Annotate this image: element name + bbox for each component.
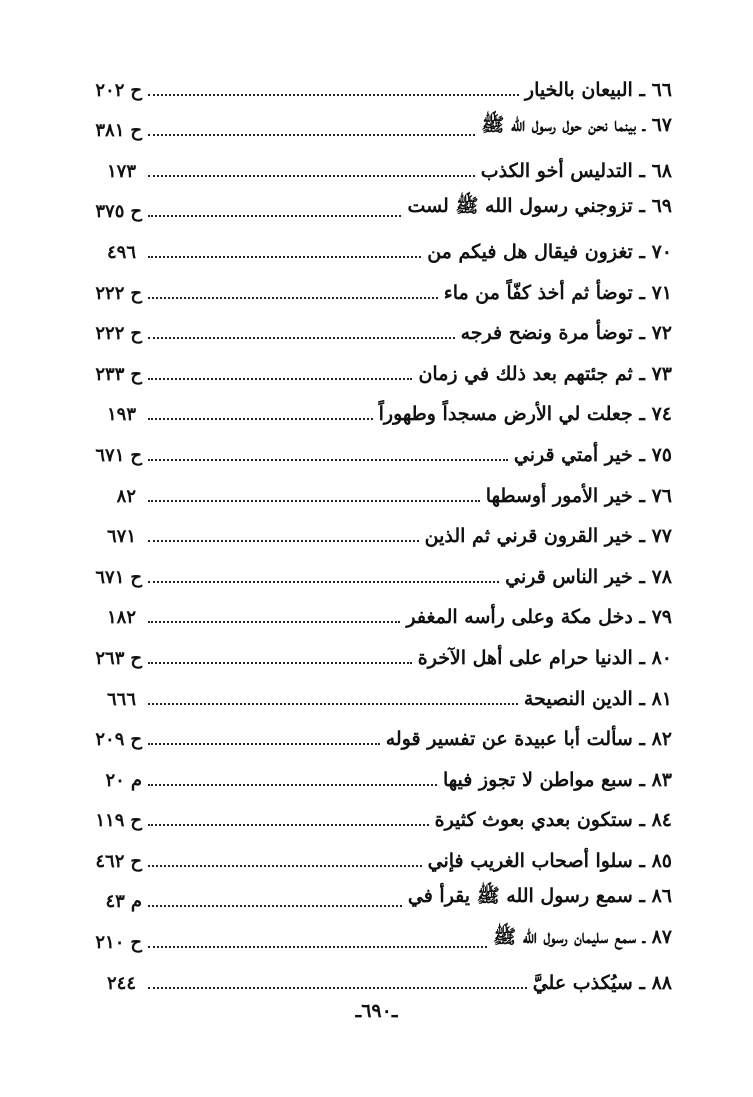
- index-entry: [72, 431, 672, 472]
- dot-leader: [148, 824, 429, 826]
- dot-leader: [148, 459, 508, 461]
- entry-title: ٨٥ ـ سلوا أصحاب الغريب فإني: [427, 849, 672, 872]
- entry-reference: [72, 242, 142, 263]
- dot-leader: [148, 134, 475, 136]
- entry-title: ٧٩ ـ دخل مكة وعلى رأسه المغفر: [406, 606, 672, 629]
- reference-page-number: ٤٣: [105, 891, 125, 913]
- reference-page-number: ٢٠٢: [95, 79, 125, 101]
- entry-reference: [72, 323, 142, 344]
- index-entry: [72, 472, 672, 513]
- entry-title: ٨٧ ـ سمع سليمان رسول الله ﷺ: [493, 926, 672, 949]
- entry-reference: [72, 770, 142, 791]
- dot-leader: [148, 865, 422, 867]
- dot-leader: [148, 946, 487, 948]
- entry-reference: [72, 283, 142, 304]
- index-entry: [72, 391, 672, 432]
- dot-leader: [148, 621, 400, 623]
- dot-leader: [148, 662, 412, 664]
- entry-title: ٦٧ ـ بينما نحن حول رسول الله ﷺ: [481, 114, 672, 137]
- index-entry: [72, 918, 672, 959]
- dot-leader: [148, 378, 412, 380]
- entry-title: ٧٣ ـ ثم جئتهم بعد ذلك في زمان: [418, 362, 672, 385]
- reference-page-number: ٦٧١: [106, 526, 136, 548]
- reference-page-number: ١٩٣: [106, 404, 136, 426]
- dot-leader: [148, 297, 438, 299]
- index-entry: [72, 228, 672, 269]
- dot-leader: [148, 987, 527, 989]
- index-entry: [72, 756, 672, 797]
- index-entry: [72, 147, 672, 188]
- dot-leader: [148, 703, 518, 705]
- reference-prefix: ح: [130, 363, 142, 385]
- dot-leader: [148, 784, 437, 786]
- index-entry: [72, 716, 672, 757]
- entry-reference: [72, 729, 142, 750]
- reference-page-number: ٦٧١: [95, 444, 125, 466]
- entry-reference: [72, 932, 142, 953]
- dot-leader: [148, 337, 455, 339]
- dot-leader: [148, 418, 373, 420]
- index-entry: [72, 553, 672, 594]
- index-entry: [72, 66, 672, 107]
- entry-reference: [72, 445, 142, 466]
- entry-title: ٦٦ ـ البيعان بالخيار: [524, 78, 672, 101]
- dot-leader: [148, 905, 402, 907]
- reference-prefix: ح: [130, 120, 142, 142]
- reference-page-number: ٢١٠: [95, 932, 125, 954]
- entry-title: ٦٨ ـ التدليس أخو الكذب: [480, 159, 672, 182]
- entry-reference: [72, 891, 142, 912]
- entry-title: ٨٣ ـ سبع مواطن لا تجوز فيها: [442, 768, 672, 791]
- index-entry: [72, 837, 672, 878]
- reference-page-number: ١٨٢: [106, 607, 136, 629]
- reference-page-number: ٣٨١: [95, 120, 125, 142]
- entry-title: ٦٩ ـ تزوجني رسول الله ﷺ لست: [407, 195, 672, 218]
- entry-title: ٨٢ ـ سألت أبا عبيدة عن تفسير قوله: [385, 728, 672, 751]
- index-entry: [72, 594, 672, 635]
- reference-page-number: ٢٢٢: [95, 323, 125, 345]
- reference-prefix: ح: [130, 566, 142, 588]
- entry-title: ٧٥ ـ خير أمتي قرني: [513, 443, 672, 466]
- entry-reference: [72, 973, 142, 994]
- reference-page-number: ٤٦٢: [95, 850, 125, 872]
- reference-page-number: ٢٢٢: [95, 282, 125, 304]
- entry-title: ٧١ ـ توضأ ثم أخذ كفّاً من ماء: [443, 281, 672, 304]
- reference-prefix: م: [130, 891, 142, 913]
- reference-prefix: ح: [130, 932, 142, 954]
- index-entry: [72, 797, 672, 838]
- entry-reference: [72, 161, 142, 182]
- index-entry: [72, 107, 672, 148]
- entry-title: ٨٤ ـ ستكون بعدي بعوث كثيرة: [434, 809, 672, 832]
- entry-reference: [72, 404, 142, 425]
- reference-page-number: ٦٧١: [95, 566, 125, 588]
- entry-title: ٧٢ ـ توضأ مرة ونضح فرجه: [460, 322, 672, 345]
- dot-leader: [148, 175, 475, 177]
- reference-prefix: م: [130, 769, 142, 791]
- dot-leader: [148, 94, 519, 96]
- entry-reference: [72, 689, 142, 710]
- dot-leader: [148, 256, 421, 258]
- index-entry: [72, 675, 672, 716]
- dot-leader: [148, 581, 499, 583]
- entry-reference: [72, 364, 142, 385]
- entry-reference: [72, 851, 142, 872]
- entry-title: ٧٤ ـ جعلت لي الأرض مسجداً وطهوراً: [378, 403, 672, 426]
- entry-reference: [72, 80, 142, 101]
- index-entry: [72, 269, 672, 310]
- reference-prefix: ح: [130, 282, 142, 304]
- entry-reference: [72, 486, 142, 507]
- entry-title: ٨٠ ـ الدنيا حرام على أهل الآخرة: [417, 646, 672, 669]
- reference-prefix: ح: [130, 444, 142, 466]
- index-entry: [72, 188, 672, 229]
- reference-page-number: ٢٠٩: [95, 729, 125, 751]
- dot-leader: [148, 540, 419, 542]
- reference-page-number: ٣٧٥: [95, 201, 125, 223]
- reference-prefix: ح: [130, 201, 142, 223]
- entry-reference: [72, 648, 142, 669]
- reference-prefix: ح: [130, 729, 142, 751]
- index-entry: [72, 878, 672, 919]
- entry-title: ٧٦ ـ خير الأمور أوسطها: [485, 484, 672, 507]
- reference-prefix: ح: [130, 79, 142, 101]
- entry-title: ٨٦ ـ سمع رسول الله ﷺ يقرأ في: [407, 885, 672, 908]
- reference-page-number: ٢٠: [105, 769, 125, 791]
- entry-reference: [72, 567, 142, 588]
- reference-page-number: ٨٢: [116, 485, 136, 507]
- entry-reference: [72, 810, 142, 831]
- reference-page-number: ٢٤٤: [106, 972, 136, 994]
- index-entry: [72, 959, 672, 1000]
- entry-title: ٨٨ ـ سيُكذب عليَّ: [532, 971, 672, 994]
- index-entry: [72, 513, 672, 554]
- reference-prefix: ح: [130, 810, 142, 832]
- reference-prefix: ح: [130, 323, 142, 345]
- reference-prefix: ح: [130, 647, 142, 669]
- dot-leader: [148, 215, 401, 217]
- entry-title: ٧٨ ـ خير الناس قرني: [505, 565, 672, 588]
- index-entry: [72, 634, 672, 675]
- hadith-index-list: [72, 66, 672, 1000]
- index-entry: [72, 310, 672, 351]
- reference-page-number: ١١٩: [95, 810, 125, 832]
- dot-leader: [148, 500, 480, 502]
- reference-page-number: ٦٦٦: [106, 688, 136, 710]
- entry-title: ٧٧ ـ خير القرون قرني ثم الذين: [424, 525, 672, 548]
- entry-title: ٨١ ـ الدين النصيحة: [523, 687, 672, 710]
- reference-page-number: ٢٦٣: [95, 647, 125, 669]
- dot-leader: [148, 743, 380, 745]
- entry-reference: [72, 201, 142, 222]
- entry-reference: [72, 526, 142, 547]
- reference-page-number: ٢٣٣: [95, 363, 125, 385]
- entry-reference: [72, 120, 142, 141]
- reference-prefix: ح: [130, 850, 142, 872]
- entry-reference: [72, 607, 142, 628]
- entry-title: ٧٠ ـ تغزون فيقال هل فيكم من: [427, 240, 672, 263]
- index-entry: [72, 350, 672, 391]
- page-number: ـ٦٩٠ـ: [355, 1000, 398, 1022]
- reference-page-number: ١٧٣: [106, 160, 136, 182]
- reference-page-number: ٤٩٦: [106, 241, 136, 263]
